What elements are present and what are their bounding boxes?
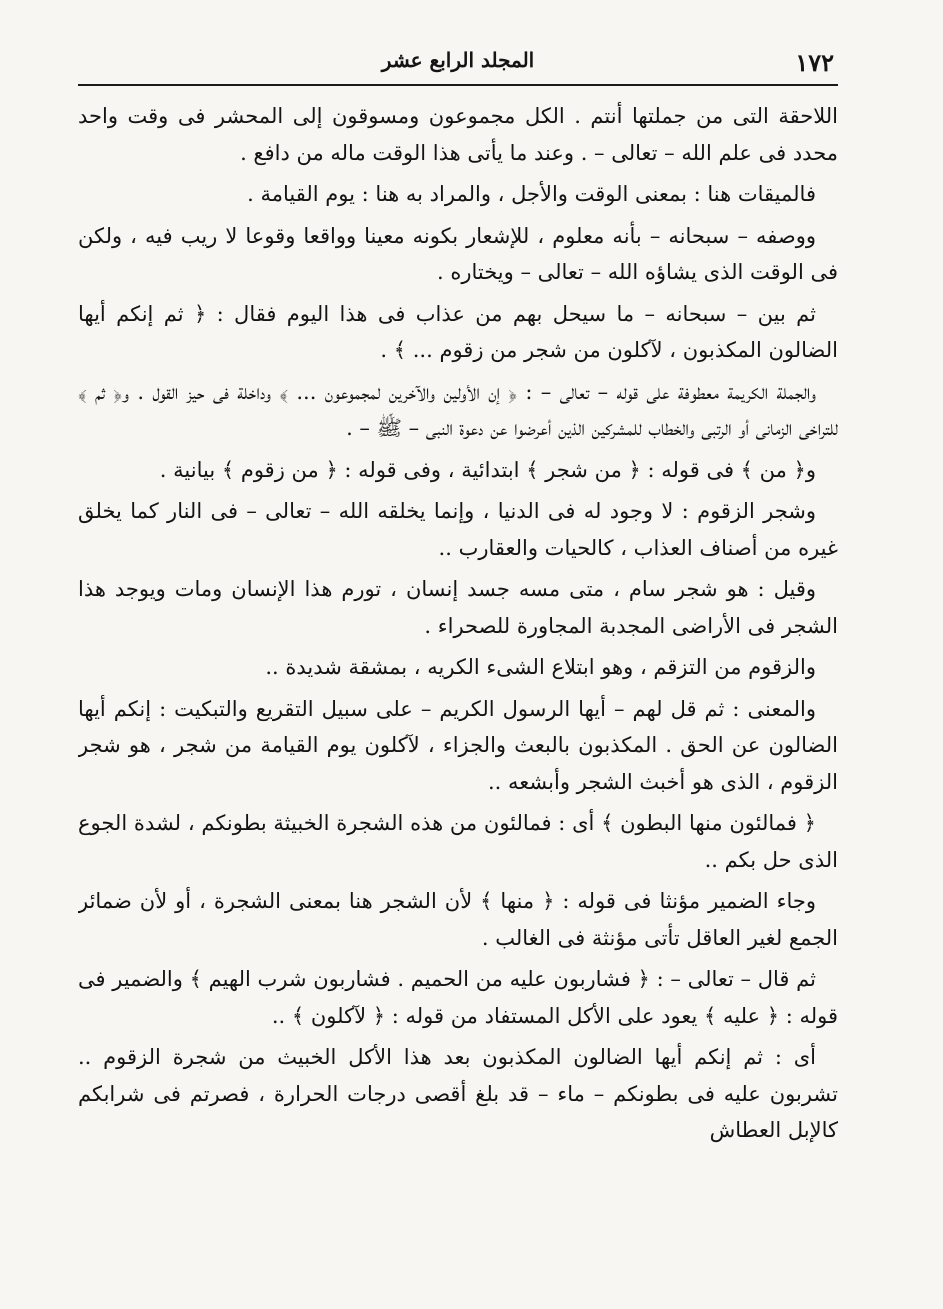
paragraph: ثم بين – سبحانه – ما سيحل بهم من عذاب فى هذا اليوم فقال : ﴿ ثم إنكم أيها الضالون المكذبون ، لآكلون من شجر من زقوم ... ﴾ .	[78, 301, 838, 362]
paragraph: والجملة الكريمة معطوفة على قوله – تعالى – : ﴿ إن الأولين والآخرين لمجموعون ... ﴾ وداخلة فى حيز القول . و﴿ ثم ﴾ للتراخى الزمانى أو الرتبى والخطاب للمشركين الذين أعرضوا عن دعوة النبى – ﷺ – .	[78, 379, 838, 440]
paragraph: اللاحقة التى من جملتها أنتم . الكل مجموعون ومسوقون إلى المحشر فى وقت واحد محدد فى علم الله – تعالى – . وعند ما يأتى هذا الوقت ماله من دافع .	[78, 104, 838, 165]
paragraph: والمعنى : ثم قل لهم – أيها الرسول الكريم – على سبيل التقريع والتبكيت : إنكم أيها الضالون عن الحق . المكذبون بالبعث والجزاء ، لآكلون يوم القيامة من شجر ، هو شجر الزقوم ، الذى هو أخبث الشجر وأبشعه ..	[78, 696, 838, 794]
page-number: ١٧٢	[795, 48, 834, 77]
paragraph: وشجر الزقوم : لا وجود له فى الدنيا ، وإنما يخلقه الله – تعالى – فى النار كما يخلق غيره من أصناف العذاب ، كالحيات والعقارب ..	[78, 499, 838, 560]
paragraph: و﴿ من ﴾ فى قوله : ﴿ من شجر ﴾ ابتدائية ، وفى قوله : ﴿ من زقوم ﴾ بيانية .	[159, 457, 816, 482]
paragraph: والزقوم من التزقم ، وهو ابتلاع الشىء الكريه ، بمشقة شديدة ..	[265, 655, 816, 679]
paragraph: فالميقات هنا : بمعنى الوقت والأجل ، والمراد به هنا : يوم القيامة .	[247, 182, 816, 206]
page-header	[78, 40, 838, 86]
volume-title: المجلد الرابع عشر	[381, 48, 535, 72]
paragraph: وقيل : هو شجر سام ، متى مسه جسد إنسان ، تورم هذا الإنسان ومات ويوجد هذا الشجر فى الأراضى المجدبة المجاورة للصحراء .	[78, 577, 838, 638]
paragraph: ووصفه – سبحانه – بأنه معلوم ، للإشعار بكونه معينا وواقعا وقوعا لا ريب فيه ، ولكن فى الوقت الذى يشاؤه الله – تعالى – ويختاره .	[78, 223, 838, 284]
book-page	[78, 40, 838, 1280]
paragraph: وجاء الضمير مؤنثا فى قوله : ﴿ منها ﴾ لأن الشجر هنا بمعنى الشجرة ، أو لأن ضمائر الجمع لغير العاقل تأتى مؤنثة فى الغالب .	[78, 889, 838, 950]
page-body	[78, 98, 838, 1149]
paragraph: ثم قال – تعالى – : ﴿ فشاربون عليه من الحميم . فشاربون شرب الهيم ﴾ والضمير فى قوله : ﴿ عليه ﴾ يعود على الأكل المستفاد من قوله : ﴿ لآكلون ﴾ ..	[78, 967, 838, 1028]
paragraph: ﴿ فمالئون منها البطون ﴾ أى : فمالئون من هذه الشجرة الخبيثة بطونكم ، لشدة الجوع الذى حل بكم ..	[78, 811, 838, 872]
paragraph: أى : ثم إنكم أيها الضالون المكذبون بعد هذا الأكل الخبيث من شجرة الزقوم .. تشربون عليه فى بطونكم – ماء – قد بلغ أقصى درجات الحرارة ، فصرتم فى شرابكم كالإبل العطاش	[78, 1045, 838, 1142]
